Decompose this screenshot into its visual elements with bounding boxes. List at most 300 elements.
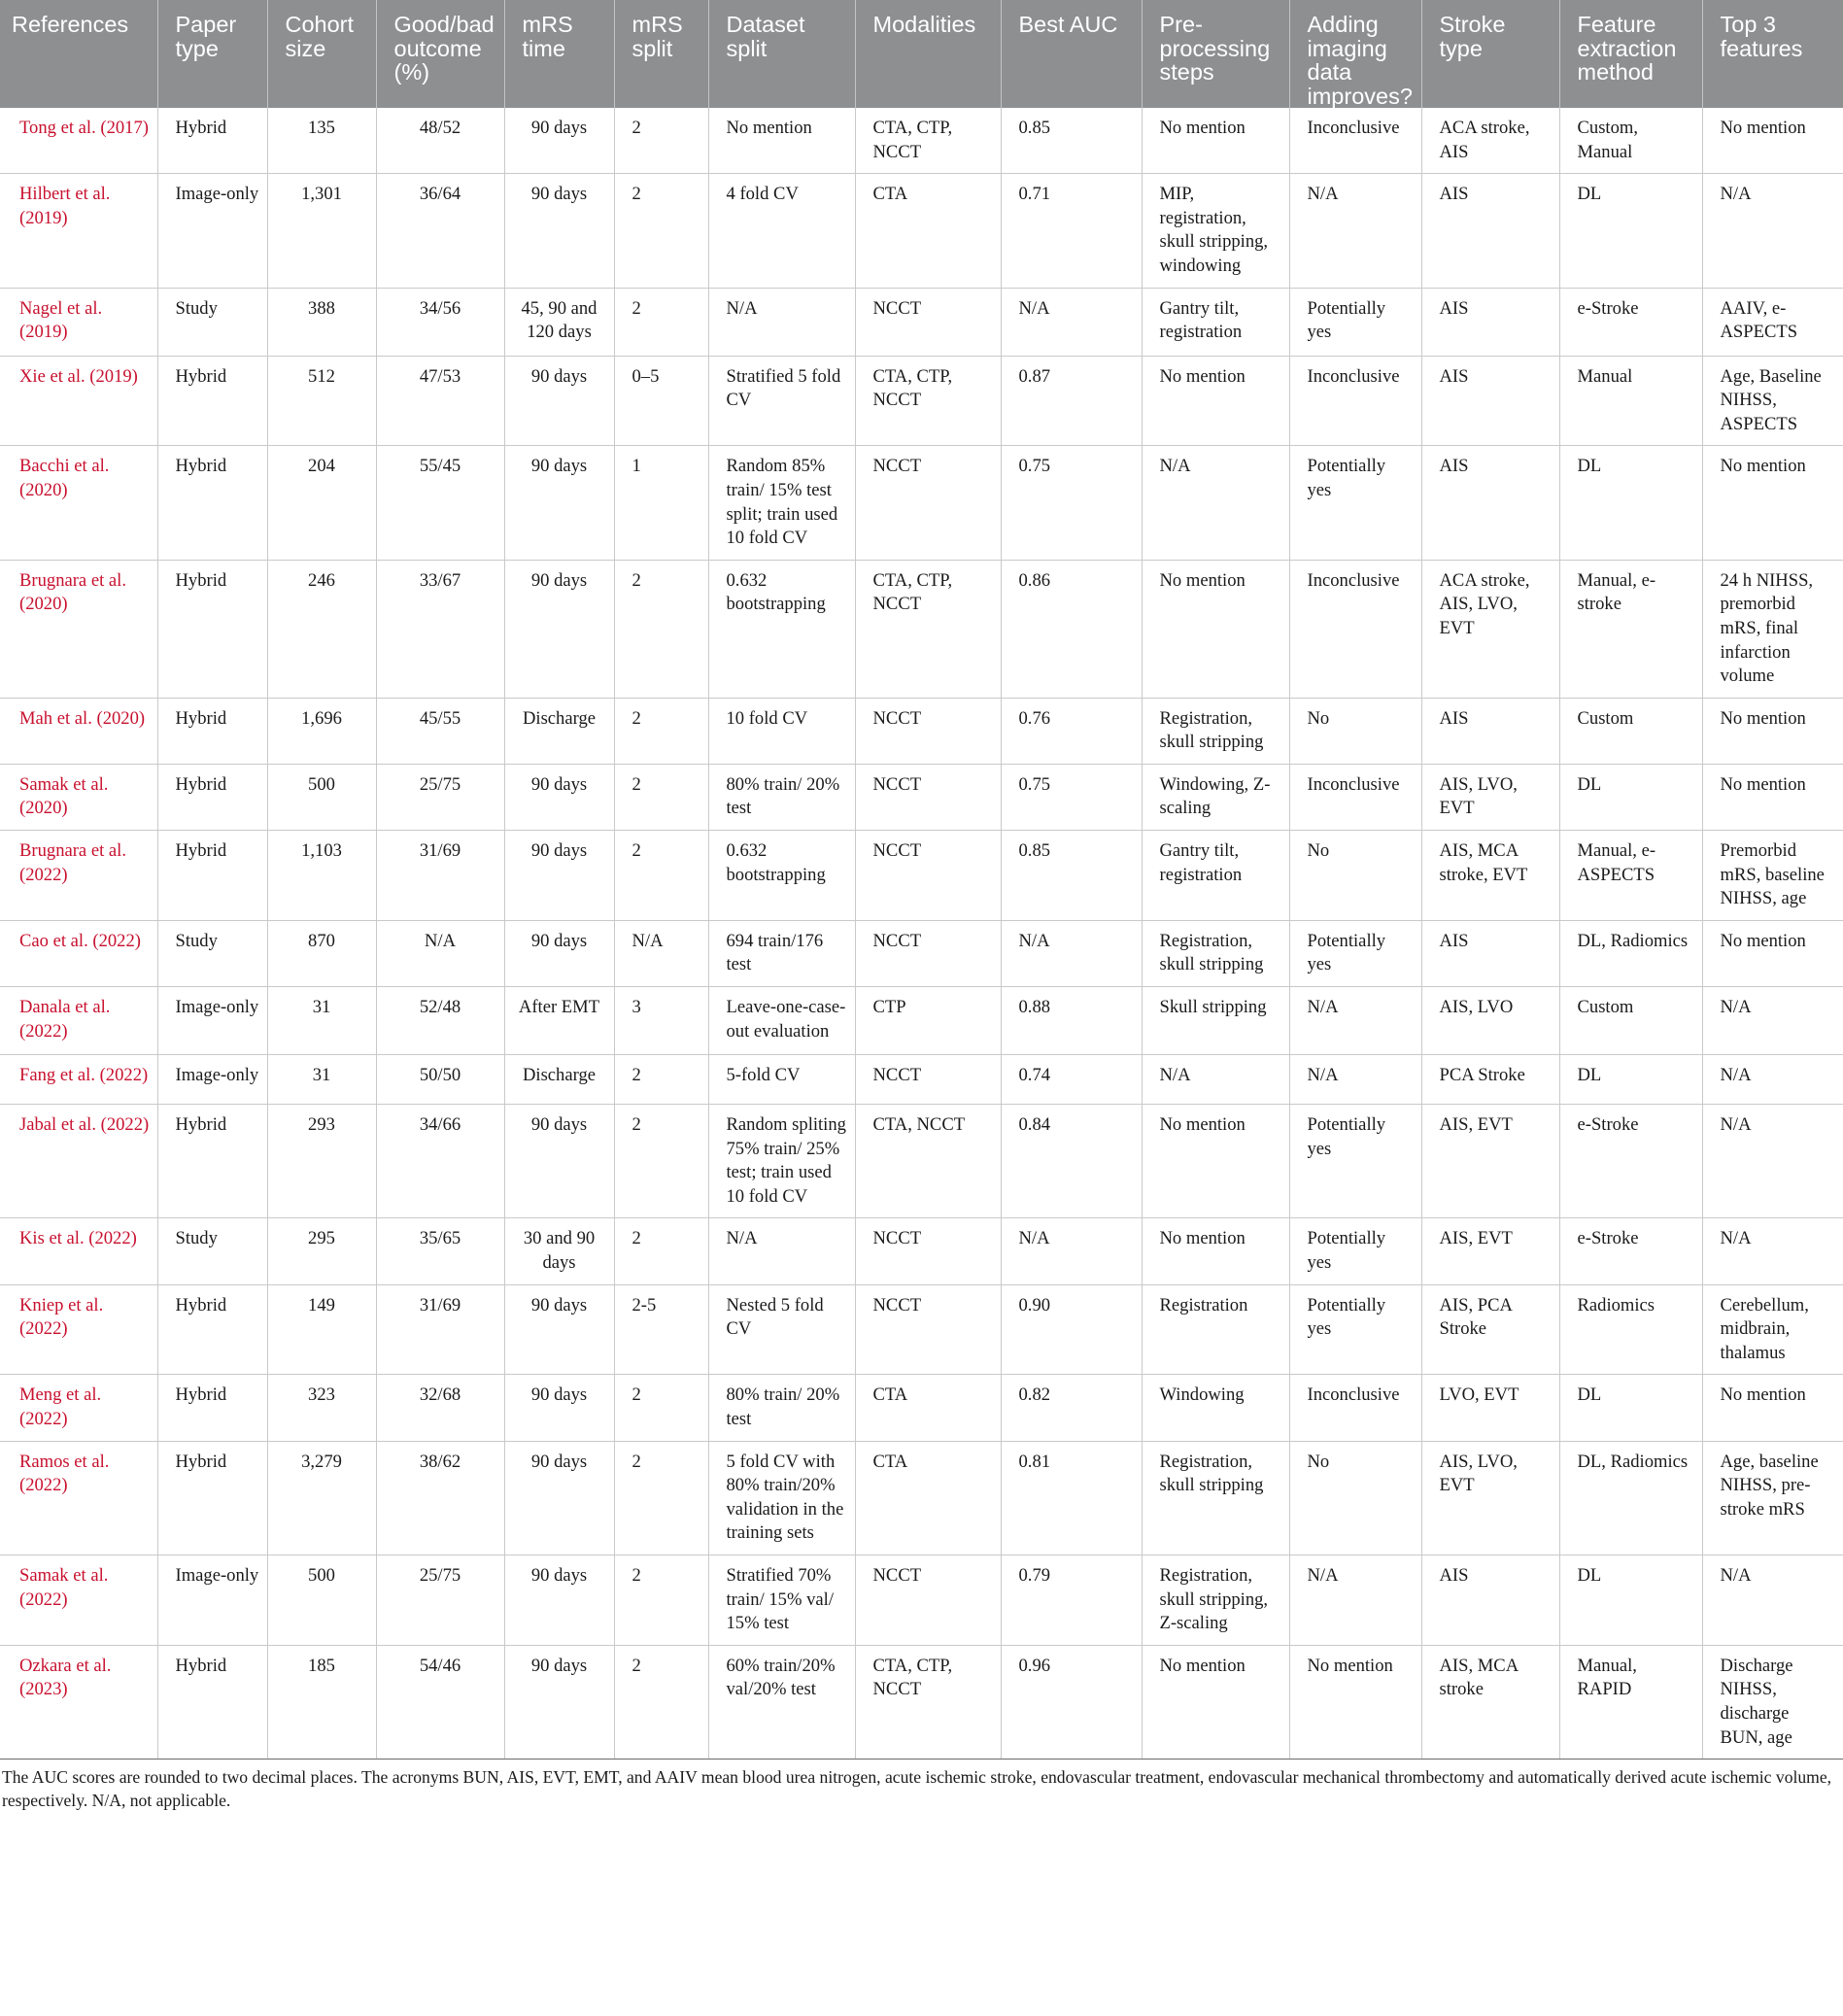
header-top-features: Top 3 features xyxy=(1702,0,1843,108)
cell-imaging-improves: Potentially yes xyxy=(1289,288,1421,356)
cell-modalities: CTA, CTP, NCCT xyxy=(855,560,1001,698)
cell-preprocessing: N/A xyxy=(1142,1055,1289,1105)
header-best-auc: Best AUC xyxy=(1001,0,1142,108)
cell-modalities: CTA, CTP, NCCT xyxy=(855,1645,1001,1759)
cell-mrs-time: 30 and 90 days xyxy=(504,1218,614,1284)
cell-preprocessing: No mention xyxy=(1142,356,1289,446)
cell-mrs-time: 45, 90 and 120 days xyxy=(504,288,614,356)
cell-feature-extraction: Manual, RAPID xyxy=(1559,1645,1702,1759)
table-body xyxy=(0,108,1843,1760)
cell-feature-extraction: DL xyxy=(1559,1555,1702,1645)
header-dataset-split: Dataset split xyxy=(708,0,855,108)
cell-dataset-split: 4 fold CV xyxy=(708,174,855,288)
cell-modalities: NCCT xyxy=(855,1218,1001,1284)
cell-modalities: NCCT xyxy=(855,831,1001,921)
cell-stroke-type: AIS xyxy=(1421,446,1559,560)
cell-mrs-split: 2 xyxy=(614,764,708,830)
cell-imaging-improves: N/A xyxy=(1289,1555,1421,1645)
reference-link[interactable]: Meng et al. (2022) xyxy=(0,1375,157,1441)
cell-best-auc: 0.76 xyxy=(1001,698,1142,764)
cell-modalities: CTA xyxy=(855,1441,1001,1555)
cell-paper-type: Hybrid xyxy=(157,1284,267,1375)
cell-imaging-improves: Potentially yes xyxy=(1289,446,1421,560)
cell-modalities: CTA, NCCT xyxy=(855,1105,1001,1218)
cell-stroke-type: AIS xyxy=(1421,698,1559,764)
table-row xyxy=(0,446,1843,560)
reference-link[interactable]: Nagel et al. (2019) xyxy=(0,288,157,356)
cell-modalities: CTA xyxy=(855,174,1001,288)
cell-preprocessing: Registration, skull stripping xyxy=(1142,920,1289,986)
cell-stroke-type: PCA Stroke xyxy=(1421,1055,1559,1105)
cell-preprocessing: No mention xyxy=(1142,1218,1289,1284)
cell-cohort-size: 149 xyxy=(267,1284,376,1375)
header-stroke-type: Stroke type xyxy=(1421,0,1559,108)
cell-top-features: No mention xyxy=(1702,1375,1843,1441)
cell-best-auc: 0.71 xyxy=(1001,174,1142,288)
cell-feature-extraction: DL xyxy=(1559,174,1702,288)
cell-dataset-split: N/A xyxy=(708,1218,855,1284)
cell-best-auc: 0.96 xyxy=(1001,1645,1142,1759)
cell-modalities: CTA xyxy=(855,1375,1001,1441)
reference-link[interactable]: Xie et al. (2019) xyxy=(0,356,157,446)
cell-imaging-improves: Potentially yes xyxy=(1289,920,1421,986)
cell-best-auc: 0.75 xyxy=(1001,446,1142,560)
reference-link[interactable]: Jabal et al. (2022) xyxy=(0,1105,157,1218)
reference-link[interactable]: Kniep et al. (2022) xyxy=(0,1284,157,1375)
header-cohort-size: Cohort size xyxy=(267,0,376,108)
cell-top-features: No mention xyxy=(1702,920,1843,986)
cell-cohort-size: 31 xyxy=(267,1055,376,1105)
header-feature-extraction: Feature extraction method xyxy=(1559,0,1702,108)
reference-link[interactable]: Samak et al. (2022) xyxy=(0,1555,157,1645)
cell-dataset-split: 5-fold CV xyxy=(708,1055,855,1105)
cell-feature-extraction: e-Stroke xyxy=(1559,288,1702,356)
cell-stroke-type: AIS xyxy=(1421,288,1559,356)
cell-preprocessing: Registration, skull stripping xyxy=(1142,698,1289,764)
cell-mrs-time: 90 days xyxy=(504,920,614,986)
cell-outcome: 50/50 xyxy=(376,1055,504,1105)
cell-paper-type: Image-only xyxy=(157,1555,267,1645)
cell-cohort-size: 1,103 xyxy=(267,831,376,921)
cell-best-auc: 0.75 xyxy=(1001,764,1142,830)
cell-best-auc: 0.81 xyxy=(1001,1441,1142,1555)
cell-stroke-type: AIS xyxy=(1421,174,1559,288)
header-paper-type: Paper type xyxy=(157,0,267,108)
cell-top-features: N/A xyxy=(1702,1218,1843,1284)
cell-imaging-improves: Inconclusive xyxy=(1289,108,1421,174)
cell-paper-type: Hybrid xyxy=(157,560,267,698)
cell-modalities: CTA, CTP, NCCT xyxy=(855,356,1001,446)
table-row xyxy=(0,987,1843,1055)
cell-paper-type: Hybrid xyxy=(157,1375,267,1441)
reference-link[interactable]: Mah et al. (2020) xyxy=(0,698,157,764)
header-preprocessing: Pre-processing steps xyxy=(1142,0,1289,108)
cell-paper-type: Hybrid xyxy=(157,356,267,446)
cell-preprocessing: Registration xyxy=(1142,1284,1289,1375)
cell-stroke-type: AIS xyxy=(1421,356,1559,446)
cell-top-features: N/A xyxy=(1702,1105,1843,1218)
reference-link[interactable]: Brugnara et al. (2020) xyxy=(0,560,157,698)
cell-cohort-size: 388 xyxy=(267,288,376,356)
cell-dataset-split: Random spliting 75% train/ 25% test; train used 10 fold CV xyxy=(708,1105,855,1218)
cell-mrs-split: 2 xyxy=(614,1441,708,1555)
cell-paper-type: Study xyxy=(157,920,267,986)
cell-best-auc: 0.86 xyxy=(1001,560,1142,698)
cell-imaging-improves: Inconclusive xyxy=(1289,356,1421,446)
cell-imaging-improves: Inconclusive xyxy=(1289,764,1421,830)
header-outcome: Good/bad outcome (%) xyxy=(376,0,504,108)
header-modalities: Modalities xyxy=(855,0,1001,108)
cell-best-auc: 0.82 xyxy=(1001,1375,1142,1441)
cell-feature-extraction: Manual, e-stroke xyxy=(1559,560,1702,698)
cell-mrs-time: 90 days xyxy=(504,1105,614,1218)
cell-feature-extraction: Manual xyxy=(1559,356,1702,446)
cell-modalities: NCCT xyxy=(855,288,1001,356)
cell-cohort-size: 870 xyxy=(267,920,376,986)
cell-preprocessing: Windowing xyxy=(1142,1375,1289,1441)
cell-mrs-time: 90 days xyxy=(504,446,614,560)
cell-outcome: 48/52 xyxy=(376,108,504,174)
cell-stroke-type: AIS, MCA stroke xyxy=(1421,1645,1559,1759)
cell-top-features: No mention xyxy=(1702,446,1843,560)
cell-cohort-size: 204 xyxy=(267,446,376,560)
cell-outcome: 31/69 xyxy=(376,1284,504,1375)
cell-imaging-improves: N/A xyxy=(1289,1055,1421,1105)
cell-preprocessing: Windowing, Z-scaling xyxy=(1142,764,1289,830)
table-row xyxy=(0,1375,1843,1441)
cell-modalities: NCCT xyxy=(855,764,1001,830)
cell-imaging-improves: N/A xyxy=(1289,987,1421,1055)
cell-mrs-time: 90 days xyxy=(504,831,614,921)
table-row xyxy=(0,1555,1843,1645)
cell-paper-type: Hybrid xyxy=(157,1441,267,1555)
cell-top-features: No mention xyxy=(1702,698,1843,764)
cell-mrs-split: 2 xyxy=(614,1105,708,1218)
reference-link[interactable]: Hilbert et al. (2019) xyxy=(0,174,157,288)
cell-modalities: CTP xyxy=(855,987,1001,1055)
cell-paper-type: Hybrid xyxy=(157,446,267,560)
cell-cohort-size: 1,301 xyxy=(267,174,376,288)
cell-top-features: No mention xyxy=(1702,108,1843,174)
table-row xyxy=(0,1055,1843,1105)
cell-dataset-split: 10 fold CV xyxy=(708,698,855,764)
cell-mrs-time: 90 days xyxy=(504,1645,614,1759)
cell-dataset-split: 80% train/ 20% test xyxy=(708,1375,855,1441)
cell-imaging-improves: No xyxy=(1289,698,1421,764)
table-row xyxy=(0,1284,1843,1375)
cell-best-auc: N/A xyxy=(1001,288,1142,356)
cell-mrs-time: Discharge xyxy=(504,698,614,764)
cell-preprocessing: MIP, registration, skull stripping, windowing xyxy=(1142,174,1289,288)
cell-cohort-size: 323 xyxy=(267,1375,376,1441)
reference-link[interactable]: Cao et al. (2022) xyxy=(0,920,157,986)
cell-imaging-improves: Potentially yes xyxy=(1289,1284,1421,1375)
reference-link[interactable]: Ramos et al. (2022) xyxy=(0,1441,157,1555)
cell-cohort-size: 1,696 xyxy=(267,698,376,764)
cell-cohort-size: 293 xyxy=(267,1105,376,1218)
cell-paper-type: Image-only xyxy=(157,1055,267,1105)
cell-cohort-size: 512 xyxy=(267,356,376,446)
cell-dataset-split: 60% train/20% val/20% test xyxy=(708,1645,855,1759)
table-row xyxy=(0,698,1843,764)
cell-preprocessing: Registration, skull stripping, Z-scaling xyxy=(1142,1555,1289,1645)
cell-cohort-size: 135 xyxy=(267,108,376,174)
cell-mrs-time: 90 days xyxy=(504,764,614,830)
cell-feature-extraction: DL xyxy=(1559,1375,1702,1441)
cell-feature-extraction: DL, Radiomics xyxy=(1559,920,1702,986)
cell-outcome: 35/65 xyxy=(376,1218,504,1284)
cell-preprocessing: N/A xyxy=(1142,446,1289,560)
cell-preprocessing: No mention xyxy=(1142,1645,1289,1759)
cell-best-auc: 0.74 xyxy=(1001,1055,1142,1105)
cell-stroke-type: AIS, EVT xyxy=(1421,1218,1559,1284)
cell-outcome: 36/64 xyxy=(376,174,504,288)
cell-outcome: 54/46 xyxy=(376,1645,504,1759)
table-row xyxy=(0,1645,1843,1759)
cell-cohort-size: 500 xyxy=(267,1555,376,1645)
cell-feature-extraction: Radiomics xyxy=(1559,1284,1702,1375)
cell-imaging-improves: Inconclusive xyxy=(1289,560,1421,698)
cell-best-auc: 0.87 xyxy=(1001,356,1142,446)
cell-top-features: Discharge NIHSS, discharge BUN, age xyxy=(1702,1645,1843,1759)
cell-modalities: NCCT xyxy=(855,698,1001,764)
cell-feature-extraction: Manual, e-ASPECTS xyxy=(1559,831,1702,921)
table-row xyxy=(0,1218,1843,1284)
header-mrs-time: mRS time xyxy=(504,0,614,108)
cell-feature-extraction: DL, Radiomics xyxy=(1559,1441,1702,1555)
cell-cohort-size: 246 xyxy=(267,560,376,698)
cell-cohort-size: 295 xyxy=(267,1218,376,1284)
cell-stroke-type: ACA stroke, AIS, LVO, EVT xyxy=(1421,560,1559,698)
cell-outcome: 47/53 xyxy=(376,356,504,446)
cell-mrs-split: 2 xyxy=(614,1645,708,1759)
cell-stroke-type: LVO, EVT xyxy=(1421,1375,1559,1441)
cell-imaging-improves: N/A xyxy=(1289,174,1421,288)
cell-imaging-improves: No xyxy=(1289,831,1421,921)
cell-outcome: 52/48 xyxy=(376,987,504,1055)
cell-mrs-time: 90 days xyxy=(504,1375,614,1441)
cell-stroke-type: ACA stroke, AIS xyxy=(1421,108,1559,174)
cell-dataset-split: Nested 5 fold CV xyxy=(708,1284,855,1375)
cell-outcome: 32/68 xyxy=(376,1375,504,1441)
cell-mrs-time: 90 days xyxy=(504,174,614,288)
cell-top-features: Age, baseline NIHSS, pre-stroke mRS xyxy=(1702,1441,1843,1555)
cell-stroke-type: AIS, EVT xyxy=(1421,1105,1559,1218)
cell-dataset-split: N/A xyxy=(708,288,855,356)
cell-preprocessing: No mention xyxy=(1142,108,1289,174)
cell-paper-type: Hybrid xyxy=(157,1645,267,1759)
cell-stroke-type: AIS, MCA stroke, EVT xyxy=(1421,831,1559,921)
table-row xyxy=(0,560,1843,698)
cell-feature-extraction: e-Stroke xyxy=(1559,1105,1702,1218)
cell-dataset-split: Stratified 70% train/ 15% val/ 15% test xyxy=(708,1555,855,1645)
cell-mrs-time: 90 days xyxy=(504,1441,614,1555)
reference-link[interactable]: Danala et al. (2022) xyxy=(0,987,157,1055)
cell-preprocessing: Skull stripping xyxy=(1142,987,1289,1055)
cell-outcome: 45/55 xyxy=(376,698,504,764)
cell-imaging-improves: Potentially yes xyxy=(1289,1218,1421,1284)
cell-mrs-split: 2 xyxy=(614,1375,708,1441)
table-row xyxy=(0,108,1843,174)
reference-link[interactable]: Brugnara et al. (2022) xyxy=(0,831,157,921)
table-row xyxy=(0,764,1843,830)
cell-outcome: 34/66 xyxy=(376,1105,504,1218)
cell-best-auc: 0.90 xyxy=(1001,1284,1142,1375)
cell-top-features: No mention xyxy=(1702,764,1843,830)
cell-mrs-split: 3 xyxy=(614,987,708,1055)
cell-best-auc: N/A xyxy=(1001,1218,1142,1284)
cell-paper-type: Image-only xyxy=(157,174,267,288)
cell-mrs-split: 2 xyxy=(614,831,708,921)
cell-cohort-size: 31 xyxy=(267,987,376,1055)
cell-stroke-type: AIS, PCA Stroke xyxy=(1421,1284,1559,1375)
cell-stroke-type: AIS, LVO, EVT xyxy=(1421,1441,1559,1555)
cell-dataset-split: Stratified 5 fold CV xyxy=(708,356,855,446)
cell-top-features: Age, Baseline NIHSS, ASPECTS xyxy=(1702,356,1843,446)
cell-mrs-split: 2 xyxy=(614,698,708,764)
header-references: References xyxy=(0,0,157,108)
cell-modalities: NCCT xyxy=(855,1555,1001,1645)
reference-link[interactable]: Kis et al. (2022) xyxy=(0,1218,157,1284)
cell-mrs-time: 90 days xyxy=(504,560,614,698)
cell-top-features: Premorbid mRS, baseline NIHSS, age xyxy=(1702,831,1843,921)
cell-cohort-size: 185 xyxy=(267,1645,376,1759)
cell-mrs-split: 1 xyxy=(614,446,708,560)
cell-best-auc: 0.79 xyxy=(1001,1555,1142,1645)
cell-outcome: 33/67 xyxy=(376,560,504,698)
cell-dataset-split: No mention xyxy=(708,108,855,174)
cell-preprocessing: Registration, skull stripping xyxy=(1142,1441,1289,1555)
cell-modalities: NCCT xyxy=(855,1055,1001,1105)
table-row xyxy=(0,174,1843,288)
cell-mrs-split: 2-5 xyxy=(614,1284,708,1375)
table-row xyxy=(0,1105,1843,1218)
table-row xyxy=(0,356,1843,446)
reference-link[interactable]: Tong et al. (2017) xyxy=(19,118,149,138)
cell-outcome: 31/69 xyxy=(376,831,504,921)
cell-feature-extraction: DL xyxy=(1559,1055,1702,1105)
cell-best-auc: 0.84 xyxy=(1001,1105,1142,1218)
cell-top-features: 24 h NIHSS, premorbid mRS, final infarction volume xyxy=(1702,560,1843,698)
cell-cohort-size: 3,279 xyxy=(267,1441,376,1555)
cell-mrs-split: 2 xyxy=(614,174,708,288)
cell-preprocessing: No mention xyxy=(1142,1105,1289,1218)
cell-mrs-split: 2 xyxy=(614,1555,708,1645)
cell-outcome: 55/45 xyxy=(376,446,504,560)
reference-link[interactable]: Ozkara et al. (2023) xyxy=(0,1645,157,1759)
cell-dataset-split: 80% train/ 20% test xyxy=(708,764,855,830)
cell-outcome: 34/56 xyxy=(376,288,504,356)
cell-imaging-improves: Potentially yes xyxy=(1289,1105,1421,1218)
cell-modalities: CTA, CTP, NCCT xyxy=(855,108,1001,174)
table-row xyxy=(0,920,1843,986)
cell-outcome: N/A xyxy=(376,920,504,986)
cell-feature-extraction: DL xyxy=(1559,446,1702,560)
cell-feature-extraction: e-Stroke xyxy=(1559,1218,1702,1284)
cell-dataset-split: Leave-one-case-out evaluation xyxy=(708,987,855,1055)
cell-paper-type: Hybrid xyxy=(157,108,267,174)
cell-top-features: N/A xyxy=(1702,174,1843,288)
cell-best-auc: 0.85 xyxy=(1001,108,1142,174)
cell-best-auc: 0.88 xyxy=(1001,987,1142,1055)
reference-link[interactable]: Bacchi et al. (2020) xyxy=(0,446,157,560)
cell-top-features: N/A xyxy=(1702,987,1843,1055)
cell-mrs-time: 90 days xyxy=(504,1284,614,1375)
cell-top-features: Cerebellum, midbrain, thalamus xyxy=(1702,1284,1843,1375)
cell-paper-type: Study xyxy=(157,1218,267,1284)
cell-preprocessing: No mention xyxy=(1142,560,1289,698)
cell-paper-type: Image-only xyxy=(157,987,267,1055)
cell-paper-type: Study xyxy=(157,288,267,356)
cell-modalities: NCCT xyxy=(855,446,1001,560)
cell-mrs-time: 90 days xyxy=(504,1555,614,1645)
cell-feature-extraction: Custom xyxy=(1559,698,1702,764)
cell-mrs-split: 2 xyxy=(614,1055,708,1105)
cell-mrs-split: N/A xyxy=(614,920,708,986)
cell-mrs-time: Discharge xyxy=(504,1055,614,1105)
cell-dataset-split: Random 85% train/ 15% test split; train used 10 fold CV xyxy=(708,446,855,560)
cell-top-features: N/A xyxy=(1702,1055,1843,1105)
cell-stroke-type: AIS, LVO, EVT xyxy=(1421,764,1559,830)
reference-link[interactable]: Samak et al. (2020) xyxy=(0,764,157,830)
cell-imaging-improves: No xyxy=(1289,1441,1421,1555)
cell-paper-type: Hybrid xyxy=(157,831,267,921)
cell-imaging-improves: Inconclusive xyxy=(1289,1375,1421,1441)
header-mrs-split: mRS split xyxy=(614,0,708,108)
table-row xyxy=(0,288,1843,356)
table-footnote: The AUC scores are rounded to two decimal places. The acronyms BUN, AIS, EVT, EMT, and AAIV mean blood urea nitrogen, acute ischemic stroke, endovascular treatment, endovascular mechanical thrombectomy and automatically derived acute ischemic volume, respectively. N/A, not applicable. xyxy=(2,1767,1832,1811)
cell-outcome: 38/62 xyxy=(376,1441,504,1555)
cell-mrs-split: 2 xyxy=(614,108,708,174)
reference-link[interactable]: Fang et al. (2022) xyxy=(0,1055,157,1105)
cell-dataset-split: 0.632 bootstrapping xyxy=(708,560,855,698)
cell-top-features: N/A xyxy=(1702,1555,1843,1645)
cell-mrs-time: 90 days xyxy=(504,108,614,174)
cell-paper-type: Hybrid xyxy=(157,1105,267,1218)
cell-cohort-size: 500 xyxy=(267,764,376,830)
cell-paper-type: Hybrid xyxy=(157,764,267,830)
cell-stroke-type: AIS, LVO xyxy=(1421,987,1559,1055)
cell-mrs-split: 0–5 xyxy=(614,356,708,446)
table-row xyxy=(0,1441,1843,1555)
cell-mrs-split: 2 xyxy=(614,1218,708,1284)
cell-best-auc: 0.85 xyxy=(1001,831,1142,921)
cell-preprocessing: Gantry tilt, registration xyxy=(1142,288,1289,356)
cell-paper-type: Hybrid xyxy=(157,698,267,764)
header-imaging-improves: Adding imaging data improves? xyxy=(1289,0,1421,108)
table-row xyxy=(0,831,1843,921)
cell-outcome: 25/75 xyxy=(376,1555,504,1645)
cell-top-features: AAIV, e-ASPECTS xyxy=(1702,288,1843,356)
cell-stroke-type: AIS xyxy=(1421,920,1559,986)
cell-modalities: NCCT xyxy=(855,920,1001,986)
cell-dataset-split: 0.632 bootstrapping xyxy=(708,831,855,921)
cell-imaging-improves: No mention xyxy=(1289,1645,1421,1759)
cell-preprocessing: Gantry tilt, registration xyxy=(1142,831,1289,921)
cell-stroke-type: AIS xyxy=(1421,1555,1559,1645)
cell-mrs-time: 90 days xyxy=(504,356,614,446)
cell-feature-extraction: DL xyxy=(1559,764,1702,830)
cell-feature-extraction: Custom, Manual xyxy=(1559,108,1702,174)
cell-mrs-split: 2 xyxy=(614,288,708,356)
cell-modalities: NCCT xyxy=(855,1284,1001,1375)
cell-mrs-time: After EMT xyxy=(504,987,614,1055)
cell-outcome: 25/75 xyxy=(376,764,504,830)
table-header-row xyxy=(0,0,1843,108)
cell-dataset-split: 5 fold CV with 80% train/20% validation in the training sets xyxy=(708,1441,855,1555)
cell-dataset-split: 694 train/176 test xyxy=(708,920,855,986)
cell-mrs-split: 2 xyxy=(614,560,708,698)
